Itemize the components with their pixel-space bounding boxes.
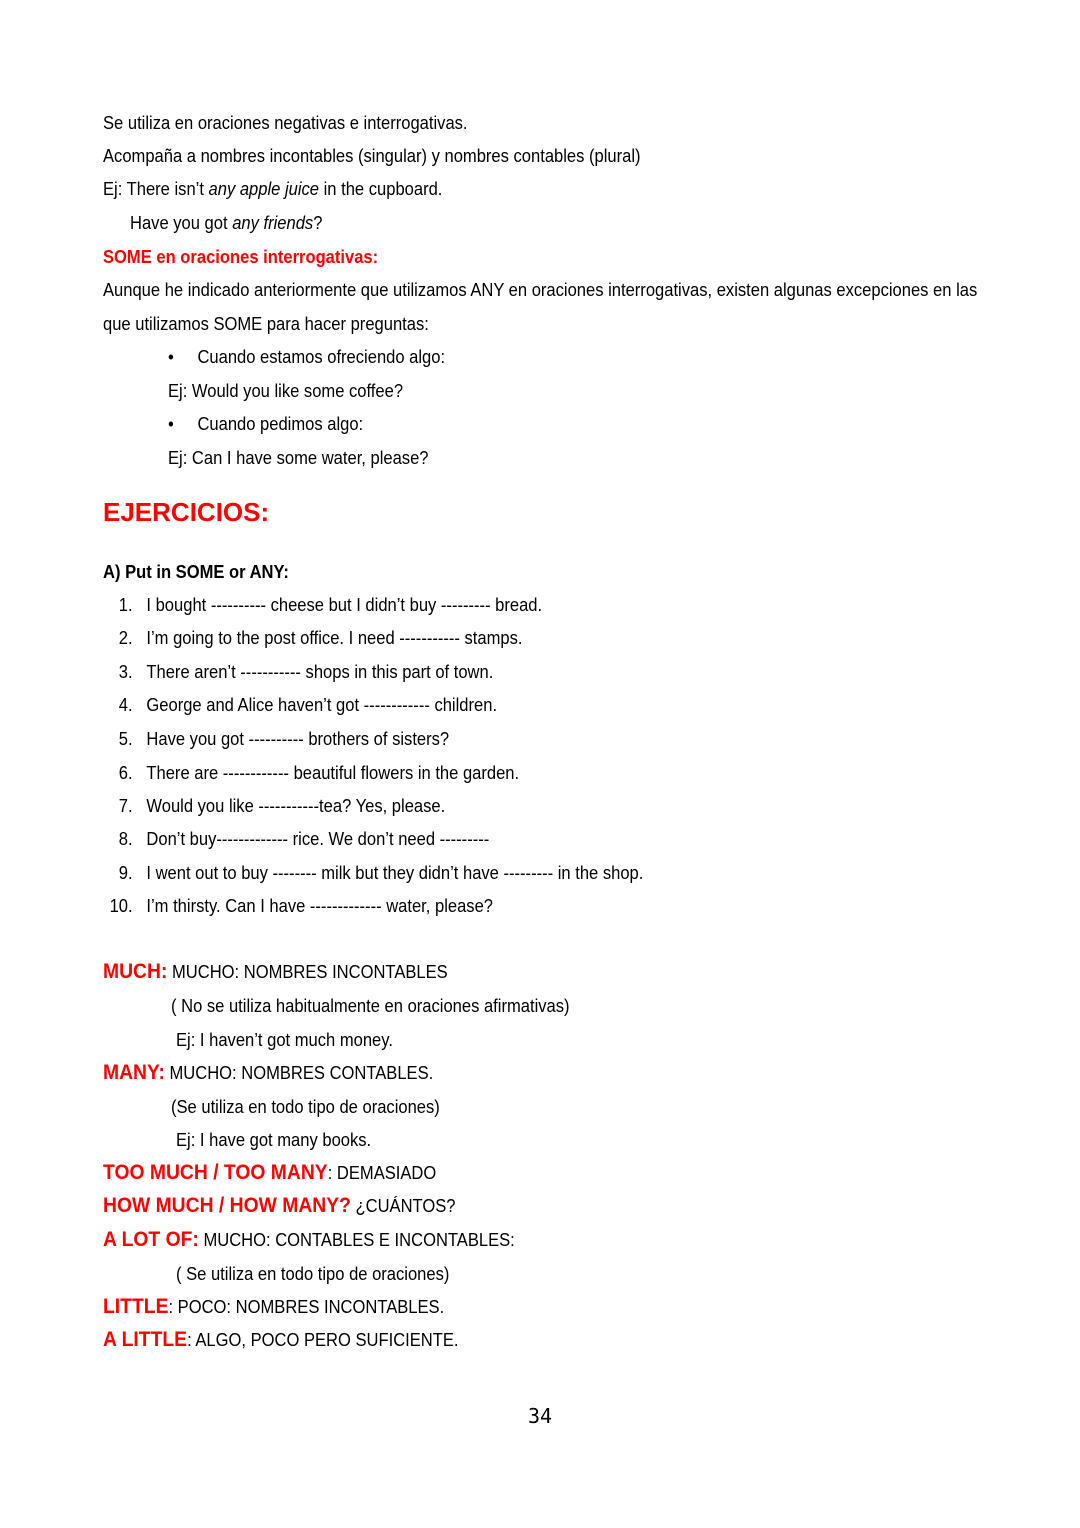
exercise-item: 4. George and Alice haven’t got ------------ children. xyxy=(118,695,498,715)
too-much-definition: TOO MUCH / TOO MANY: DEMASIADO xyxy=(103,1161,437,1184)
exercise-item: 5. Have you got ---------- brothers of sisters? xyxy=(118,729,450,749)
many-definition: MANY: MUCHO: NOMBRES CONTABLES. xyxy=(103,1061,434,1084)
a-lot-of-note: ( Se utiliza en todo tipo de oraciones) xyxy=(176,1264,450,1284)
how-much-definition: HOW MUCH / HOW MANY? ¿CUÁNTOS? xyxy=(103,1194,456,1217)
exercise-item: 6. There are ------------ beautiful flowers in the garden. xyxy=(118,763,520,783)
exercises-subheading: A) Put in SOME or ANY: xyxy=(103,562,289,582)
much-definition: MUCH: MUCHO: NOMBRES INCONTABLES xyxy=(103,960,448,983)
some-section-text-1: Aunque he indicado anteriormente que utilizamos ANY en oraciones interrogativas, existen algunas excepciones en las xyxy=(103,280,978,300)
example-asking: Ej: Can I have some water, please? xyxy=(168,448,429,468)
much-example: Ej: I haven’t got much money. xyxy=(176,1030,393,1050)
bullet-offering: • Cuando estamos ofreciendo algo: xyxy=(168,347,446,367)
bullet-asking: • Cuando pedimos algo: xyxy=(168,414,364,434)
intro-example-2: Have you got any friends? xyxy=(130,213,323,233)
many-example: Ej: I have got many books. xyxy=(176,1130,372,1150)
intro-line-2: Acompaña a nombres incontables (singular) y nombres contables (plural) xyxy=(103,146,641,166)
exercise-item: 3. There aren’t ----------- shops in this part of town. xyxy=(118,662,494,682)
exercise-item: 8. Don’t buy------------- rice. We don’t need --------- xyxy=(118,829,490,849)
some-section-title: SOME en oraciones interrogativas: xyxy=(103,247,379,267)
much-note: ( No se utiliza habitualmente en oraciones afirmativas) xyxy=(171,996,570,1016)
intro-example-1: Ej: There isn’t any apple juice in the cupboard. xyxy=(103,179,443,199)
a-little-definition: A LITTLE: ALGO, POCO PERO SUFICIENTE. xyxy=(103,1328,459,1351)
bullet-icon: • xyxy=(168,414,174,434)
little-definition: LITTLE: POCO: NOMBRES INCONTABLES. xyxy=(103,1295,445,1318)
exercise-item: 7. Would you like -----------tea? Yes, please. xyxy=(118,796,446,816)
page-number: 34 xyxy=(527,1404,553,1428)
exercise-item: 1. I bought ---------- cheese but I didn’t buy --------- bread. xyxy=(118,595,543,615)
exercises-heading: EJERCICIOS: xyxy=(103,497,270,527)
many-note: (Se utiliza en todo tipo de oraciones) xyxy=(171,1097,440,1117)
some-section-text-2: que utilizamos SOME para hacer preguntas: xyxy=(103,314,429,334)
example-offering: Ej: Would you like some coffee? xyxy=(168,381,404,401)
a-lot-of-definition: A LOT OF: MUCHO: CONTABLES E INCONTABLES: xyxy=(103,1228,515,1251)
bullet-icon: • xyxy=(168,347,174,367)
exercise-item: 10. I’m thirsty. Can I have ------------- water, please? xyxy=(109,896,493,916)
exercise-item: 2. I’m going to the post office. I need ----------- stamps. xyxy=(118,628,523,648)
intro-line-1: Se utiliza en oraciones negativas e interrogativas. xyxy=(103,113,468,133)
exercise-item: 9. I went out to buy -------- milk but they didn’t have --------- in the shop. xyxy=(118,863,644,883)
